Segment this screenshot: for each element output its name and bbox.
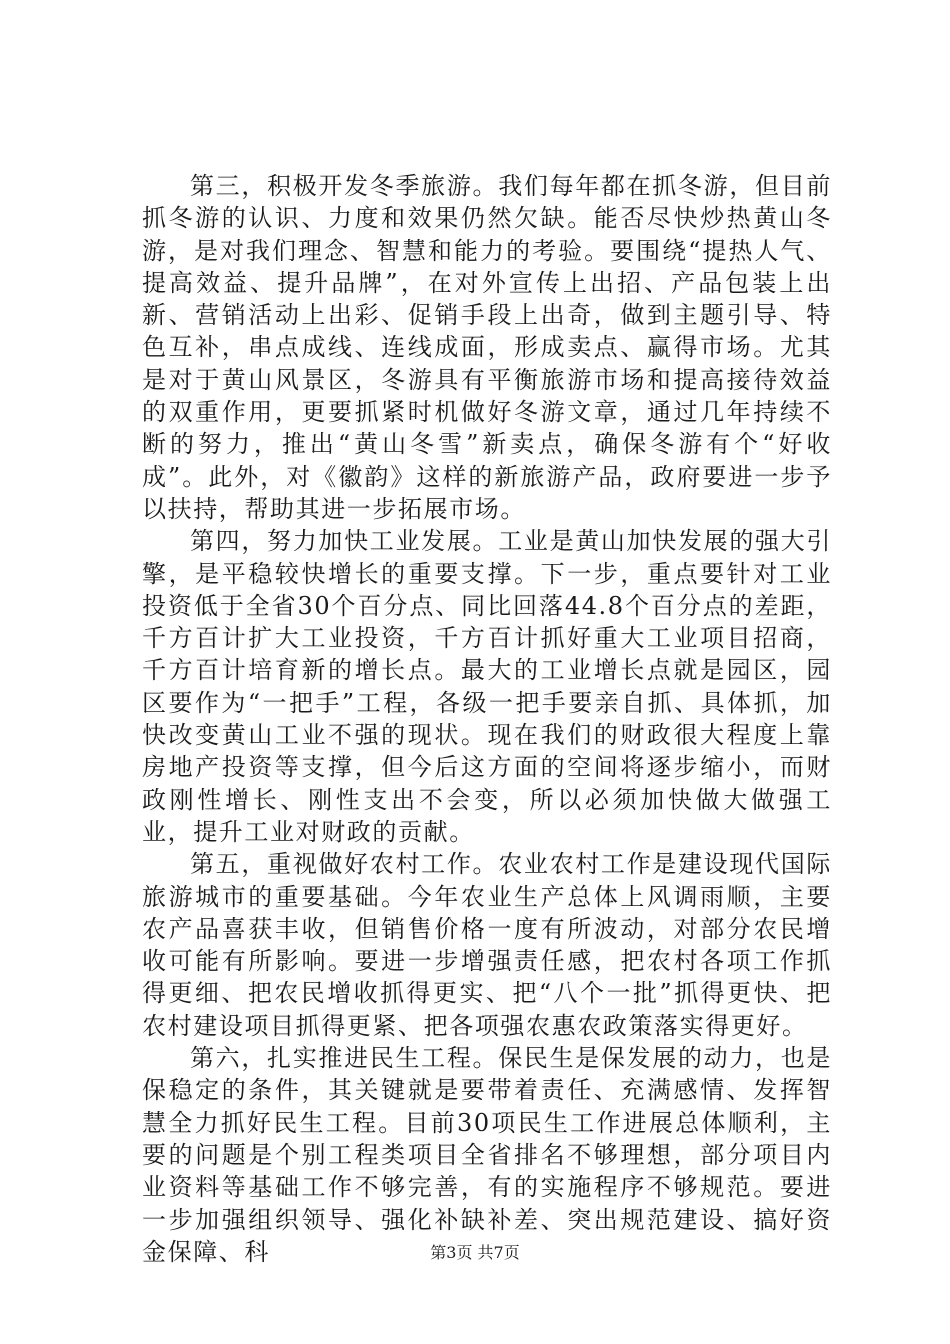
paragraph-rural-work: 第五，重视做好农村工作。农业农村工作是建设现代国际旅游城市的重要基础。今年农业生产总体上风调雨顺，主要农产品喜获丰收，但销售价格一度有所波动，对部分农民增收可能有所影响。要进一步增强责任感，把农村各项工作抓得更细、把农民增收抓得更实、把“八个一批”抓得更快、把农村建设项目抓得更紧、把各项强农惠农政策落实得更好。 (142, 850, 832, 1040)
paragraph-livelihood-projects: 第六，扎实推进民生工程。保民生是保发展的动力，也是保稳定的条件，其关键就是要带着责任、充满感情、发挥智慧全力抓好民生工程。目前30项民生工作进展总体顺利，主要的问题是个别工程类项目全省排名不够理想，部分项目内业资料等基础工作不够完善，有的实施程序不够规范。要进一步加强组织领导、强化补缺补差、突出规范建设、搞好资金保障、科 (142, 1044, 832, 1266)
page-number-footer: 第3页 共7页 (430, 1243, 520, 1262)
paragraph-winter-tourism: 第三，积极开发冬季旅游。我们每年都在抓冬游，但目前抓冬游的认识、力度和效果仍然欠缺。能否尽快炒热黄山冬游，是对我们理念、智慧和能力的考验。要围绕“提热人气、提高效益、提升品牌”，在对外宣传上出招、产品包装上出新、营销活动上出彩、促销手段上出奇，做到主题引导、特色互补，串点成线、连线成面，形成卖点、赢得市场。尤其是对于黄山风景区，冬游具有平衡旅游市场和提高接待效益的双重作用，更要抓紧时机做好冬游文章，通过几年持续不断的努力，推出“黄山冬雪”新卖点，确保冬游有个“好收成”。此外，对《徽韵》这样的新旅游产品，政府要进一步予以扶持，帮助其进一步拓展市场。 (142, 172, 832, 523)
paragraph-industry-development: 第四，努力加快工业发展。工业是黄山加快发展的强大引擎，是平稳较快增长的重要支撑。下一步，重点要针对工业投资低于全省30个百分点、同比回落44.8个百分点的差距，千方百计扩大工业投资，千方百计抓好重大工业项目招商，千方百计培育新的增长点。最大的工业增长点就是园区，园区要作为“一把手”工程，各级一把手要亲自抓、具体抓，加快改变黄山工业不强的现状。现在我们的财政很大程度上靠房地产投资等支撑，但今后这方面的空间将逐步缩小，而财政刚性增长、刚性支出不会变，所以必须加快做大做强工业，提升工业对财政的贡献。 (142, 527, 832, 846)
body-text (142, 170, 832, 1268)
